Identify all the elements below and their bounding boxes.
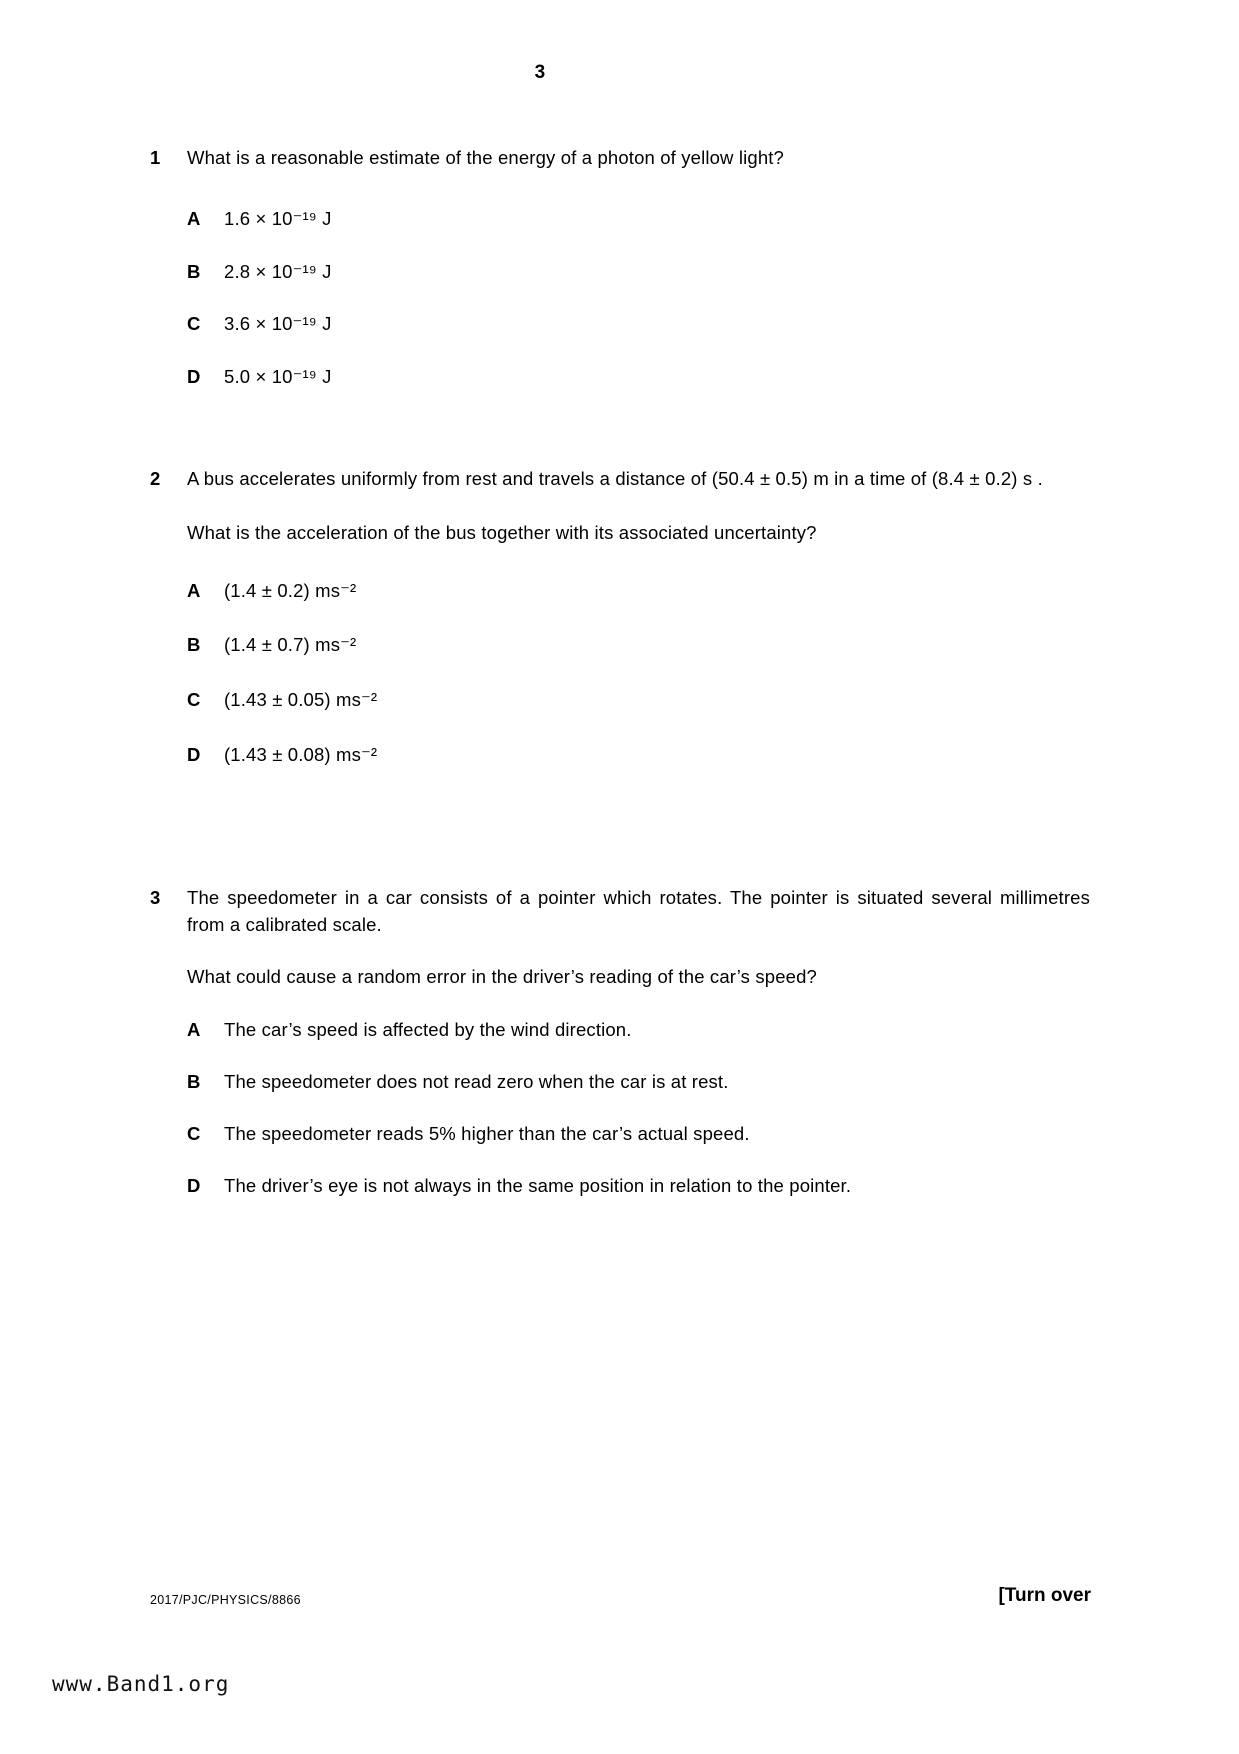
question-1-header <box>150 145 1090 172</box>
page-number: 3 <box>534 62 546 83</box>
question-1-option-a[interactable] <box>187 206 1090 233</box>
footer-paper-code: 2017/PJC/PHYSICS/8866 <box>150 1593 301 1607</box>
question-2-option-c[interactable] <box>187 687 1090 714</box>
question-2-header <box>150 466 1090 493</box>
question-3-option-b[interactable] <box>187 1069 1090 1096</box>
option-text: The speedometer does not read zero when the car is at rest. <box>224 1071 729 1093</box>
option-letter: D <box>187 744 201 766</box>
option-letter: A <box>187 207 201 229</box>
watermark: www.Band1.org <box>52 1672 230 1696</box>
question-1-option-b[interactable] <box>187 259 1090 286</box>
option-text: (1.4 ± 0.7) ms⁻² <box>224 634 357 656</box>
question-3-option-c[interactable] <box>187 1121 1090 1148</box>
question-1-stem: What is a reasonable estimate of the energy of a photon of yellow light? <box>187 147 784 168</box>
option-text: (1.4 ± 0.2) ms⁻² <box>224 579 357 601</box>
option-text: 3.6 × 10⁻¹⁹ J <box>224 313 332 335</box>
question-2-option-b[interactable] <box>187 632 1090 659</box>
option-text: The speedometer reads 5% higher than the car’s actual speed. <box>224 1123 750 1145</box>
question-1 <box>150 145 1090 391</box>
question-1-option-d[interactable] <box>187 364 1090 391</box>
question-2-option-d[interactable] <box>187 742 1090 769</box>
option-text: 1.6 × 10⁻¹⁹ J <box>224 207 332 229</box>
question-2-sub-stem: What is the acceleration of the bus together with its associated uncertainty? <box>187 521 817 543</box>
question-3-number: 3 <box>150 887 161 908</box>
question-2-number: 2 <box>150 468 161 489</box>
option-letter: D <box>187 366 201 388</box>
option-letter: A <box>187 1019 201 1041</box>
option-letter: B <box>187 260 201 282</box>
question-3 <box>150 885 1090 1200</box>
option-letter: B <box>187 634 201 656</box>
question-3-stem: The speedometer in a car consists of a pointer which rotates. The pointer is situated several millimetres from a calibrated scale. <box>187 887 1090 935</box>
option-letter: B <box>187 1071 201 1093</box>
question-3-sub-stem: What could cause a random error in the driver’s reading of the car’s speed? <box>187 965 817 987</box>
option-text: The car’s speed is affected by the wind direction. <box>224 1019 632 1041</box>
option-letter: C <box>187 689 201 711</box>
turn-over-label: [Turn over <box>998 1585 1091 1606</box>
option-letter: D <box>187 1174 201 1196</box>
question-1-number: 1 <box>150 147 161 168</box>
option-text: 2.8 × 10⁻¹⁹ J <box>224 260 332 282</box>
option-letter: C <box>187 313 201 335</box>
question-3-option-d[interactable] <box>187 1173 1090 1200</box>
option-letter: C <box>187 1123 201 1145</box>
option-text: The driver’s eye is not always in the same position in relation to the pointer. <box>224 1174 852 1196</box>
question-2 <box>150 466 1090 769</box>
question-2-option-a[interactable] <box>187 578 1090 605</box>
question-2-stem: A bus accelerates uniformly from rest and travels a distance of (50.4 ± 0.5) m in a time of (8.4 ± 0.2) s . <box>187 468 1043 489</box>
option-letter: A <box>187 579 201 601</box>
question-1-option-c[interactable] <box>187 311 1090 338</box>
question-3-header <box>150 885 1090 939</box>
option-text: (1.43 ± 0.08) ms⁻² <box>224 744 378 766</box>
option-text: 5.0 × 10⁻¹⁹ J <box>224 366 332 388</box>
question-3-option-a[interactable] <box>187 1017 1090 1044</box>
option-text: (1.43 ± 0.05) ms⁻² <box>224 689 378 711</box>
